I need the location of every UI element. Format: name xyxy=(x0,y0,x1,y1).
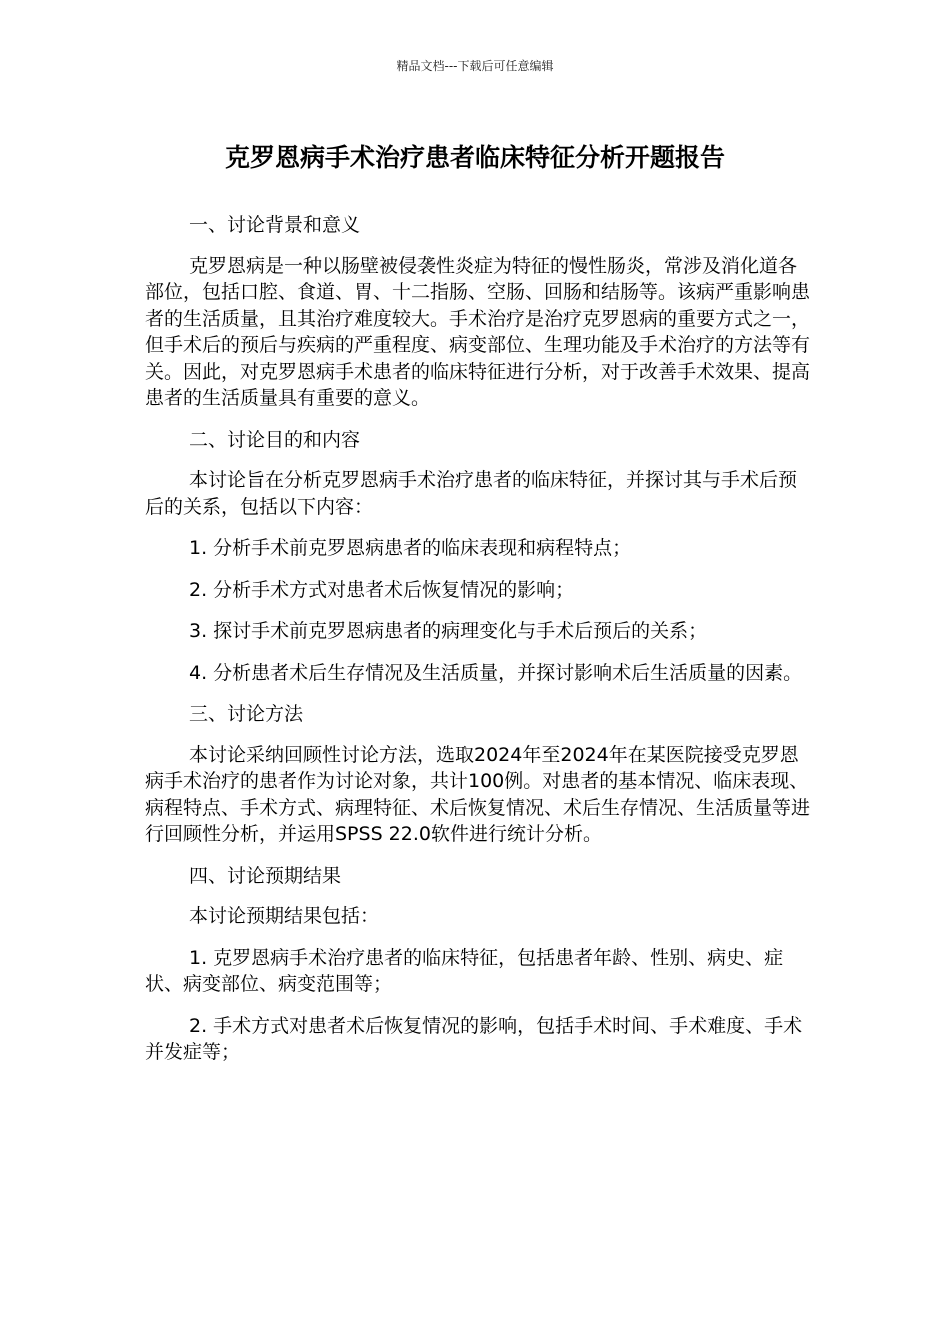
list-item-purpose-3: 3. 探讨手术前克罗恩病患者的病理变化与手术后预后的关系； xyxy=(189,620,708,642)
list-item-purpose-2: 2. 分析手术方式对患者术后恢复情况的影响； xyxy=(189,578,575,601)
list-item-expected-1: 1. 克罗恩病手术治疗患者的临床特征，包括患者年龄、性别、病史、症状、病变部位、病变范围等； xyxy=(145,946,784,995)
section-heading-expected-results: 四、讨论预期结果 xyxy=(189,864,342,887)
document-title: 克罗恩病手术治疗患者临床特征分析开题报告 xyxy=(224,143,725,172)
paragraph-purpose-intro: 本讨论旨在分析克罗恩病手术治疗患者的临床特征，并探讨其与手术后预后的关系，包括以下内容： xyxy=(145,469,798,518)
paragraph-expected-intro: 本讨论预期结果包括： xyxy=(189,905,380,927)
paragraph-method: 本讨论采纳回顾性讨论方法，选取2024年至2024年在某医院接受克罗恩病手术治疗的患者作为讨论对象，共计100例。对患者的基本情况、临床表现、病程特点、手术方式、病理特征、术后恢复情况、术后生存情况、生活质量等进行回顾性分析，并运用SPSS 22.0软件进行统计分析。 xyxy=(145,743,811,845)
section-heading-purpose: 二、讨论目的和内容 xyxy=(189,428,361,451)
document-body xyxy=(145,212,810,1081)
list-item-expected-2: 2. 手术方式对患者术后恢复情况的影响，包括手术时间、手术难度、手术并发症等； xyxy=(145,1014,803,1063)
list-item-purpose-1: 1. 分析手术前克罗恩病患者的临床表现和病程特点； xyxy=(189,537,632,559)
list-item-purpose-4: 4. 分析患者术后生存情况及生活质量，并探讨影响术后生活质量的因素。 xyxy=(189,661,803,684)
section-heading-method: 三、讨论方法 xyxy=(189,703,304,725)
section-heading-background: 一、讨论背景和意义 xyxy=(189,214,361,236)
page-header: 精品文档---下载后可任意编辑 xyxy=(396,59,554,73)
paragraph-background: 克罗恩病是一种以肠壁被侵袭性炎症为特征的慢性肠炎，常涉及消化道各部位，包括口腔、食道、胃、十二指肠、空肠、回肠和结肠等。该病严重影响患者的生活质量，且其治疗难度较大。手术治疗是治疗克罗恩病的重要方式之一，但手术后的预后与疾病的严重程度、病变部位、生理功能及手术治疗的方法等有关。因此，对克罗恩病手术患者的临床特征进行分析，对于改善手术效果、提高患者的生活质量具有重要的意义。 xyxy=(145,254,811,409)
